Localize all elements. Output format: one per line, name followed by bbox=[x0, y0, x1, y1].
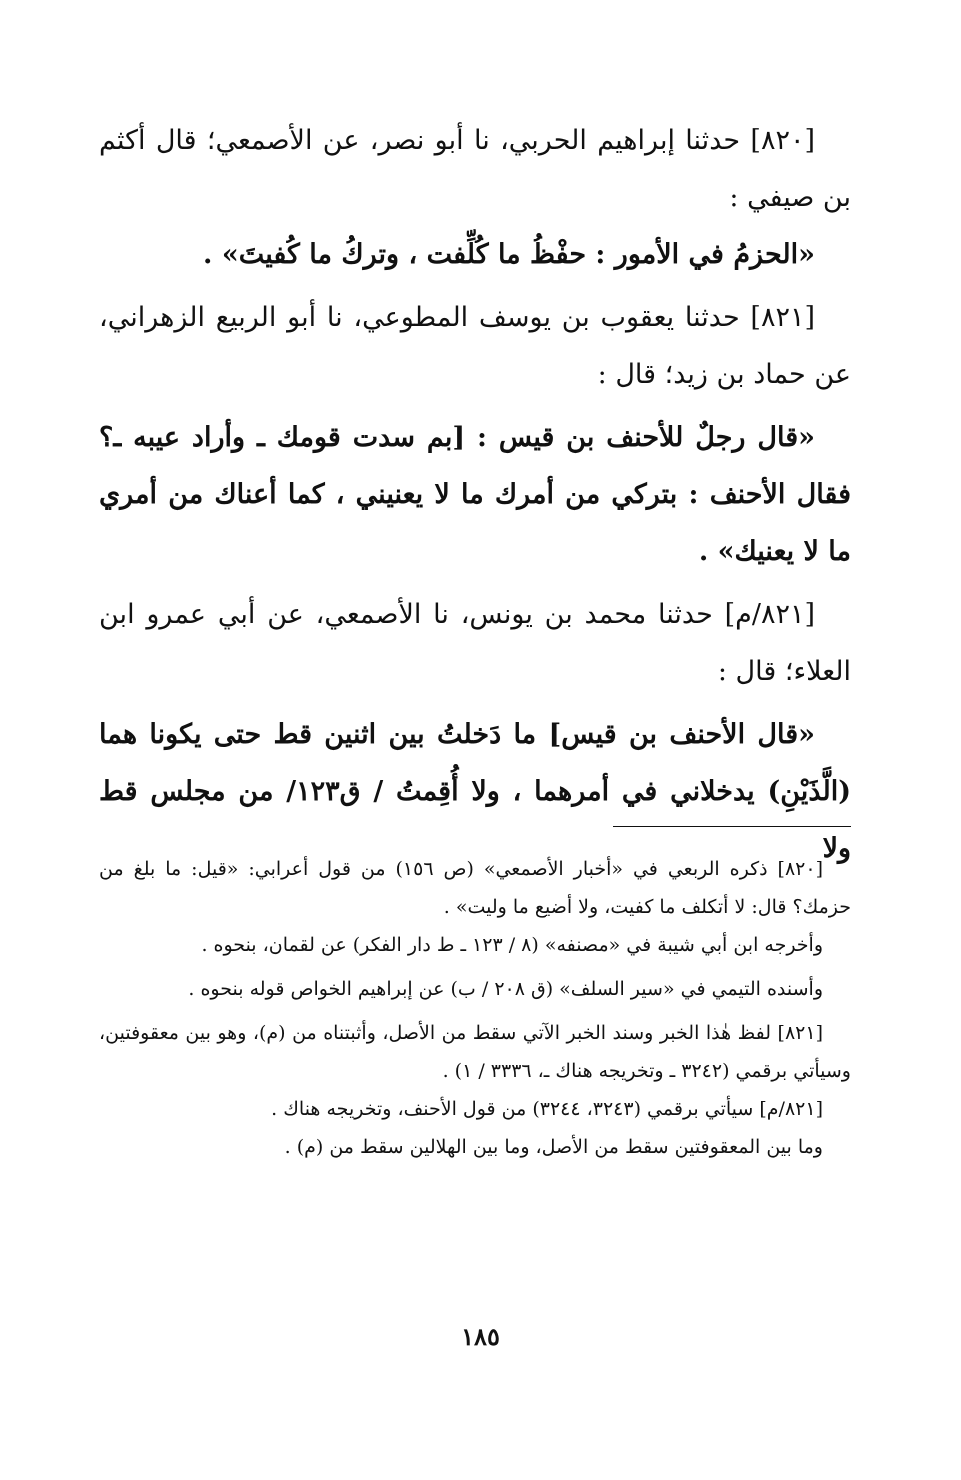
footnote-821: [٨٢١] لفظ هٰذا الخبر وسند الخبر الآتي سقط من الأصل، وأثبتناه من (م)، وهو بين معقوفتين، وسيأتي برقمي (٣٢٤٢ ـ وتخريجه هناك ـ، ٣٣٣٦ / ١) . bbox=[99, 1022, 851, 1082]
narration-821m: [٨٢١/م] حدثنا محمد بن يونس، نا الأصمعي، عن أبي عمرو ابن العلاء؛ قال : bbox=[99, 599, 851, 687]
quote-821m: «قال الأحنف بن قيس] ما دَخلتُ بين اثنين قط حتى يكونا هما (الَّذَيْنِ) يدخلاني في أمرهما ، ولا أُقِمتُ / ق١٢٣/ من مجلس قط ولا bbox=[99, 719, 851, 864]
quote-821: «قال رجلٌ للأحنف بن قيس : [بم سدت قومك ـ وأراد عيبه ـ؟ فقال الأحنف : بتركي من أمرك ما لا يعنيني ، كما أعناك من أمري ما لا يعنيك» . bbox=[99, 422, 851, 567]
footnote-820-ibn-abi-shaybah: وأخرجه ابن أبي شيبة في «مصنفه» (٨ / ١٢٣ ـ ط دار الفكر) عن لقمان، بنحوه . bbox=[201, 934, 823, 956]
page-number: ١٨٥ bbox=[461, 1322, 500, 1351]
footnote-820-taymi: وأسنده التيمي في «سير السلف» (ق ٢٠٨ / ب) عن إبراهيم الخواص قوله بنحوه . bbox=[188, 978, 823, 1000]
footnotes-section bbox=[99, 850, 851, 1166]
footnote-820: [٨٢٠] ذكره الربعي في «أخبار الأصمعي» (ص ١٥٦) من قول أعرابي: «قيل: ما بلغ من حزمك؟ قال: لا أتكلف ما كفيت، ولا أضيع ما وليت» . bbox=[99, 858, 851, 918]
quote-820: «الحزمُ في الأمور : حفْظُ ما كُلِّفت ، وتركُ ما كُفيتَ» . bbox=[203, 239, 815, 270]
footnote-821m-brackets: وما بين المعقوفتين سقط من الأصل، وما بين الهلالين سقط من (م) . bbox=[284, 1136, 823, 1158]
narration-820: [٨٢٠] حدثنا إبراهيم الحربي، نا أبو نصر، عن الأصمعي؛ قال أكثم بن صيفي : bbox=[99, 125, 851, 213]
footnote-separator bbox=[613, 826, 851, 827]
main-text-body bbox=[99, 112, 851, 877]
narration-821: [٨٢١] حدثنا يعقوب بن يوسف المطوعي، نا أبو الربيع الزهراني، عن حماد بن زيد؛ قال : bbox=[99, 302, 851, 390]
footnote-821m: [٨٢١/م] سيأتي برقمي (٣٢٤٣، ٣٢٤٤) من قول الأحنف، وتخريجه هناك . bbox=[271, 1098, 823, 1120]
